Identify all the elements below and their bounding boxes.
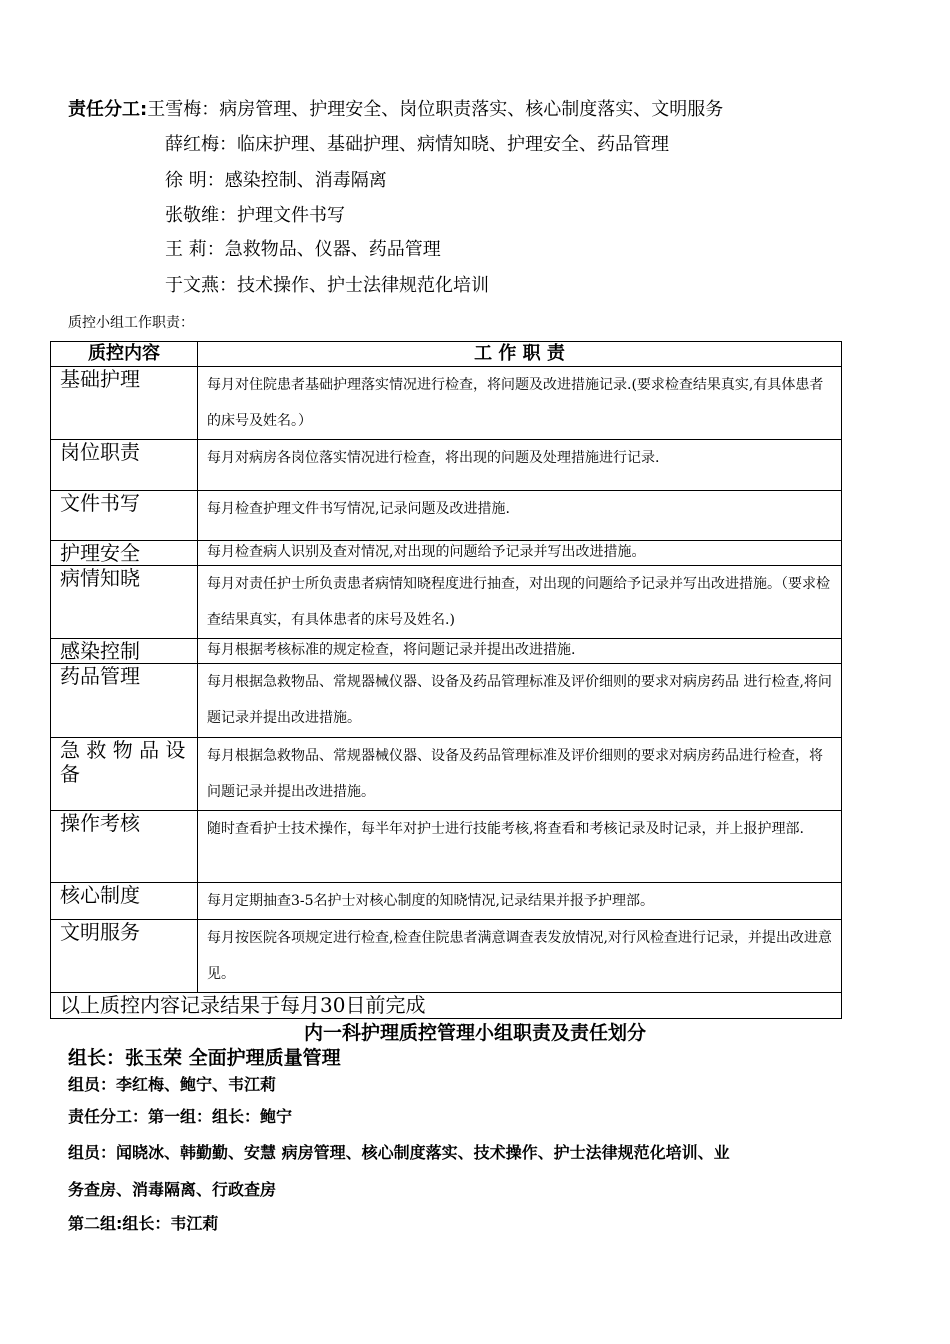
row-description: 每月根据急救物品、常规器械仪器、设备及药品管理标准及评价细则的要求对病房药品 进行检查,将问题记录并提出改进措施。 [198,664,842,738]
table-header-row [51,342,842,367]
table-row [51,883,842,920]
qc-group-caption: 质控小组工作职责： [68,315,194,331]
group-two-leader-line: 第二组:组长：韦江莉 [68,1214,219,1233]
header-qc-content: 质控内容 [51,342,198,367]
duty-line-wang-xuemei [68,98,723,122]
row-description: 每月检查护理文件书写情况,记录问题及改进措施. [198,491,842,541]
group-leader-line: 组长：张玉荣 全面护理质量管理 [68,1047,341,1069]
row-item: 药品管理 [51,664,198,738]
duty-line-zhang-jingwei: 张敬维：护理文件书写 [165,205,345,226]
row-description: 每月按医院各项规定进行检查,检查住院患者满意调查表发放情况,对行风检查进行记录，并提出改进意见。 [198,920,842,993]
row-item: 病情知晓 [51,566,198,639]
table-row [51,367,842,440]
section-title: 内一科护理质控管理小组职责及责任划分 [303,1022,646,1044]
table-row [51,541,842,566]
duty-line-yu-wenyan: 于文燕：技术操作、护士法律规范化培训 [165,275,489,296]
duty-line-wang-li: 王 莉：急救物品、仪器、药品管理 [165,239,441,260]
row-item: 急 救 物 品 设 备 [51,738,198,811]
table-row [51,664,842,738]
row-item: 文明服务 [51,920,198,993]
row-description: 每月根据急救物品、常规器械仪器、设备及药品管理标准及评价细则的要求对病房药品进行检查，将问题记录并提出改进措施。 [198,738,842,811]
table-row [51,639,842,664]
qc-responsibility-table [50,341,842,1019]
group-members-line: 组员：李红梅、鲍宁、韦江莉 [68,1075,277,1094]
table-footer-row [51,993,842,1019]
row-description: 每月定期抽查3-5名护士对核心制度的知晓情况,记录结果并报予护理部。 [198,883,842,920]
table-footer-note: 以上质控内容记录结果于每月30日前完成 [51,993,842,1019]
table-row [51,566,842,639]
row-item: 核心制度 [51,883,198,920]
row-item: 操作考核 [51,811,198,883]
table-row [51,811,842,883]
row-item: 护理安全 [51,541,198,566]
group-one-duties-continuation: 务查房、消毒隔离、行政查房 [68,1180,277,1199]
responsibility-division-line: 责任分工：第一组：组长：鲍宁 [68,1107,293,1126]
row-item: 感染控制 [51,639,198,664]
row-item: 岗位职责 [51,440,198,491]
row-item: 文件书写 [51,491,198,541]
table-row [51,491,842,541]
row-description: 每月根据考核标准的规定检查，将问题记录并提出改进措施. [198,639,842,664]
duty-line-xu-ming: 徐 明：感染控制、消毒隔离 [165,170,387,191]
table-row [51,440,842,491]
duty-text: 王雪梅：病房管理、护理安全、岗位职责落实、核心制度落实、文明服务 [147,99,724,120]
row-description: 每月对住院患者基础护理落实情况进行检查，将问题及改进措施记录.(要求检查结果真实,有具体患者的床号及姓名。） [198,367,842,440]
table-row [51,920,842,993]
header-duties: 工 作 职 责 [198,342,842,367]
duty-assignment-label: 责任分工: [68,99,148,120]
row-description: 每月对病房各岗位落实情况进行检查，将出现的问题及处理措施进行记录. [198,440,842,491]
duty-line-xue-hongmei: 薛红梅：临床护理、基础护理、病情知晓、护理安全、药品管理 [165,134,669,155]
group-one-members-line: 组员：闻晓冰、韩勤勤、安慧 病房管理、核心制度落实、技术操作、护士法律规范化培训、业 [68,1143,730,1162]
row-description: 每月对责任护士所负责患者病情知晓程度进行抽查，对出现的问题给予记录并写出改进措施。（要求检查结果真实，有具体患者的床号及姓名.) [198,566,842,639]
row-description: 随时查看护士技术操作，每半年对护士进行技能考核,将查看和考核记录及时记录，并上报护理部. [198,811,842,883]
row-description: 每月检查病人识别及查对情况,对出现的问题给予记录并写出改进措施。 [198,541,842,566]
row-item: 基础护理 [51,367,198,440]
table-row [51,738,842,811]
